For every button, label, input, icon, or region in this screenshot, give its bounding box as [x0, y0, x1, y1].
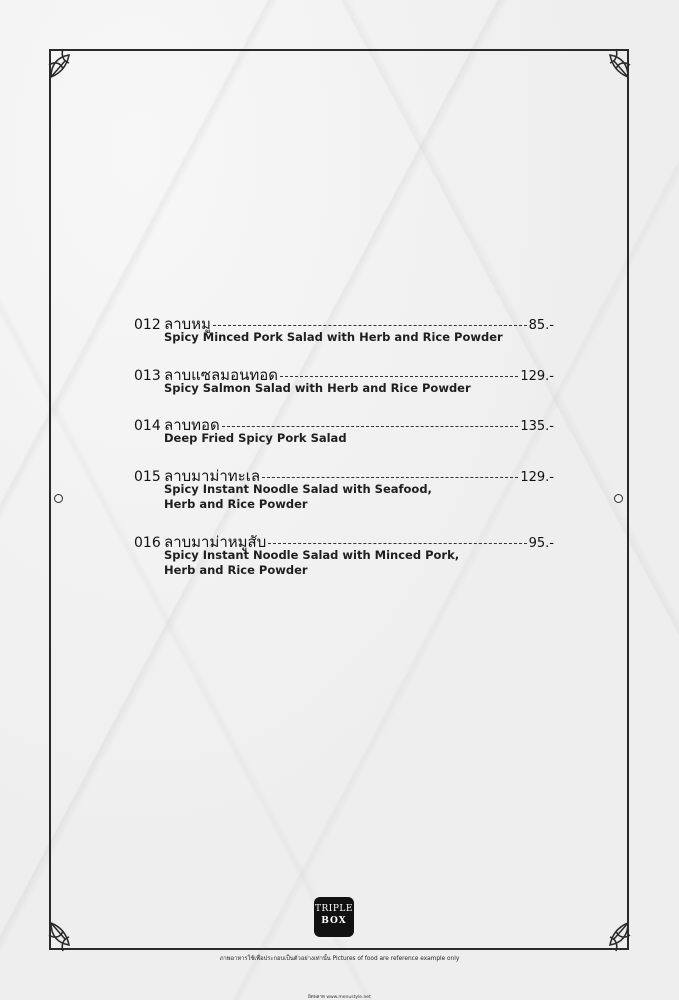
menu-item: [134, 530, 554, 579]
item-english-name: Spicy Instant Noodle Salad with Minced Pork,: [164, 547, 460, 562]
item-english-name: Spicy Instant Noodle Salad with Seafood,: [164, 481, 432, 496]
item-code: 013: [134, 367, 161, 384]
triple-box-logo: [314, 897, 354, 937]
menu-item: [134, 312, 554, 346]
leaf-ornament-icon: [598, 919, 632, 953]
dotted-leader: [262, 477, 518, 478]
leaf-ornament-icon: [47, 47, 81, 81]
dotted-leader: [280, 376, 518, 377]
logo-line-1: TRIPLE: [315, 904, 353, 914]
item-english-name: Herb and Rice Powder: [164, 563, 308, 577]
dotted-leader: [213, 325, 527, 326]
leaf-ornament-icon: [47, 919, 81, 953]
item-price: 95.-: [528, 535, 554, 551]
item-english-name: Herb and Rice Powder: [164, 497, 308, 511]
item-code: 012: [134, 317, 161, 333]
footer-credit: ผิดพลาด www.menustyle.net: [308, 995, 371, 1000]
menu-item: [134, 464, 554, 513]
item-thai-name: ลาบหมู: [164, 315, 211, 333]
footer-disclaimer: ภาพอาหารใช้เพื่อประกอบเป็นตัวอย่างเท่านั้น Pictures of food are reference example only: [219, 956, 460, 962]
item-code: 015: [134, 468, 161, 485]
item-english-name: Deep Fried Spicy Pork Salad: [164, 431, 347, 445]
item-thai-name: ลาบมาม่าหมูสับ: [164, 532, 267, 551]
menu-list: [134, 312, 554, 596]
dotted-leader: [222, 426, 519, 427]
item-price: 129.-: [520, 469, 554, 485]
dotted-leader: [268, 543, 526, 544]
item-code: 014: [134, 418, 161, 434]
item-thai-name: ลาบมาม่าทะเล: [164, 466, 261, 485]
item-english-name: Spicy Minced Pork Salad with Herb and Rice Powder: [164, 330, 503, 344]
menu-item: [134, 363, 554, 397]
ring-knob-icon: [614, 494, 623, 503]
item-price: 85.-: [528, 318, 554, 333]
item-english-name: Spicy Salmon Salad with Herb and Rice Powder: [164, 380, 471, 395]
item-thai-name: ลาบแซลมอนทอด: [164, 365, 278, 384]
leaf-ornament-icon: [598, 47, 632, 81]
ring-knob-icon: [54, 494, 63, 503]
menu-item: [134, 413, 554, 447]
item-price: 129.-: [520, 368, 554, 384]
item-code: 016: [134, 534, 161, 551]
item-thai-name: ลาบทอด: [164, 416, 220, 434]
item-price: 135.-: [520, 419, 554, 434]
logo-line-2: BOX: [321, 916, 347, 926]
